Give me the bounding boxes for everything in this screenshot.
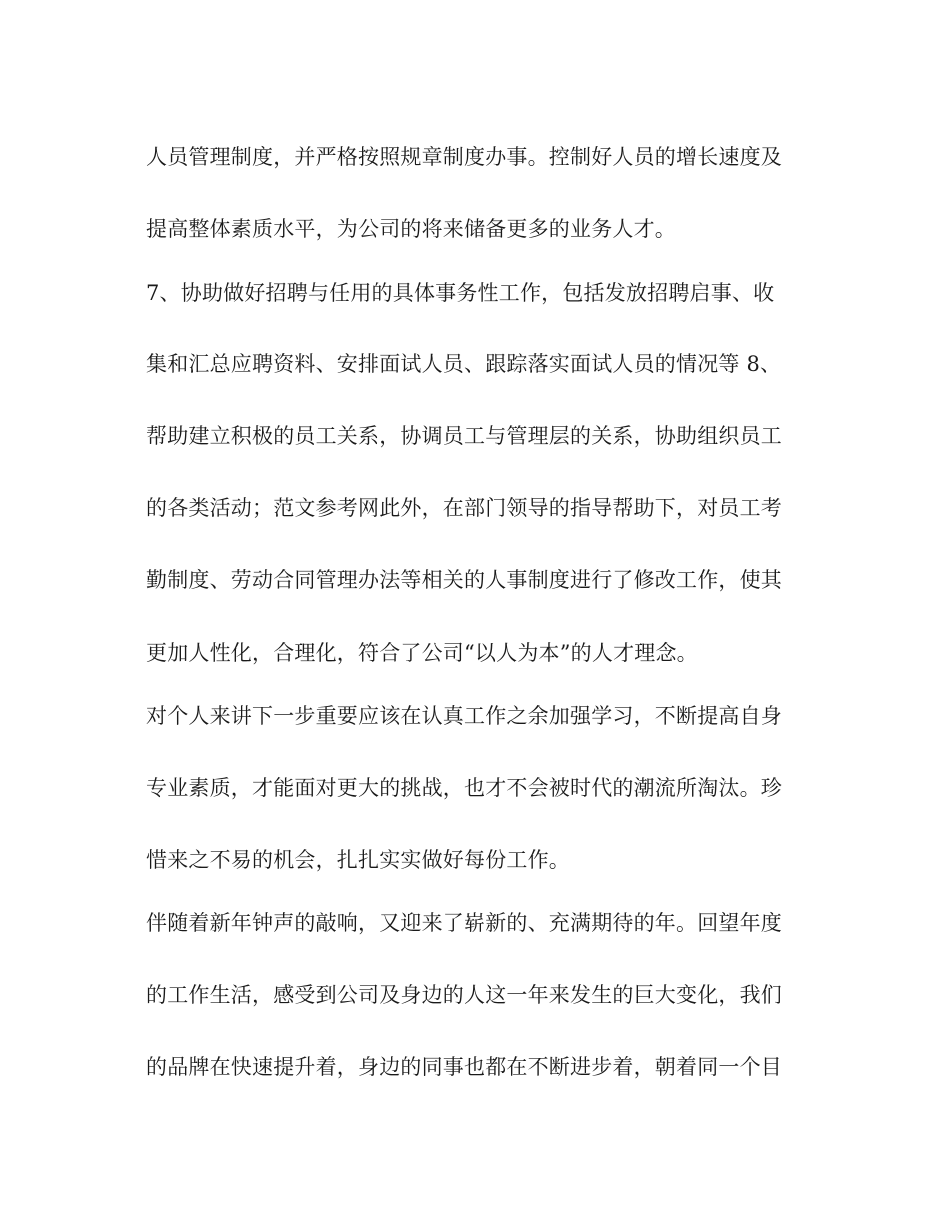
text-line: 的工作生活，感受到公司及身边的人这一年来发生的巨大变化，我们 xyxy=(146,983,782,1007)
text-line: 人员管理制度，并严格按照规章制度办事。控制好人员的增长速度及 xyxy=(146,145,782,169)
text-line: 勤制度、劳动合同管理办法等相关的人事制度进行了修改工作，使其 xyxy=(146,568,782,592)
text-line: 惜来之不易的机会，扎扎实实做好每份工作。 xyxy=(146,848,570,872)
text-line: 的品牌在快速提升着，身边的同事也都在不断进步着，朝着同一个目 xyxy=(146,1055,782,1079)
text-line: 帮助建立积极的员工关系，协调员工与管理层的关系，协助组织员工 xyxy=(146,424,782,448)
text-line: 专业素质，才能面对更大的挑战，也才不会被时代的潮流所淘汰。珍 xyxy=(146,776,782,800)
text-line: 更加人性化，合理化，符合了公司“以人为本”的人才理念。 xyxy=(146,641,698,665)
text-line: 7、协助做好招聘与任用的具体事务性工作，包括发放招聘启事、收 xyxy=(146,281,775,305)
text-line: 集和汇总应聘资料、安排面试人员、跟踪落实面试人员的情况等 8、 xyxy=(146,352,782,376)
text-line: 的各类活动；范文参考网此外，在部门领导的指导帮助下，对员工考 xyxy=(146,496,782,520)
text-line: 提高整体素质水平，为公司的将来储备更多的业务人才。 xyxy=(146,217,676,241)
text-line: 伴随着新年钟声的敲响，又迎来了崭新的、充满期待的年。回望年度 xyxy=(146,911,782,935)
text-line: 对个人来讲下一步重要应该在认真工作之余加强学习，不断提高自身 xyxy=(146,704,782,728)
